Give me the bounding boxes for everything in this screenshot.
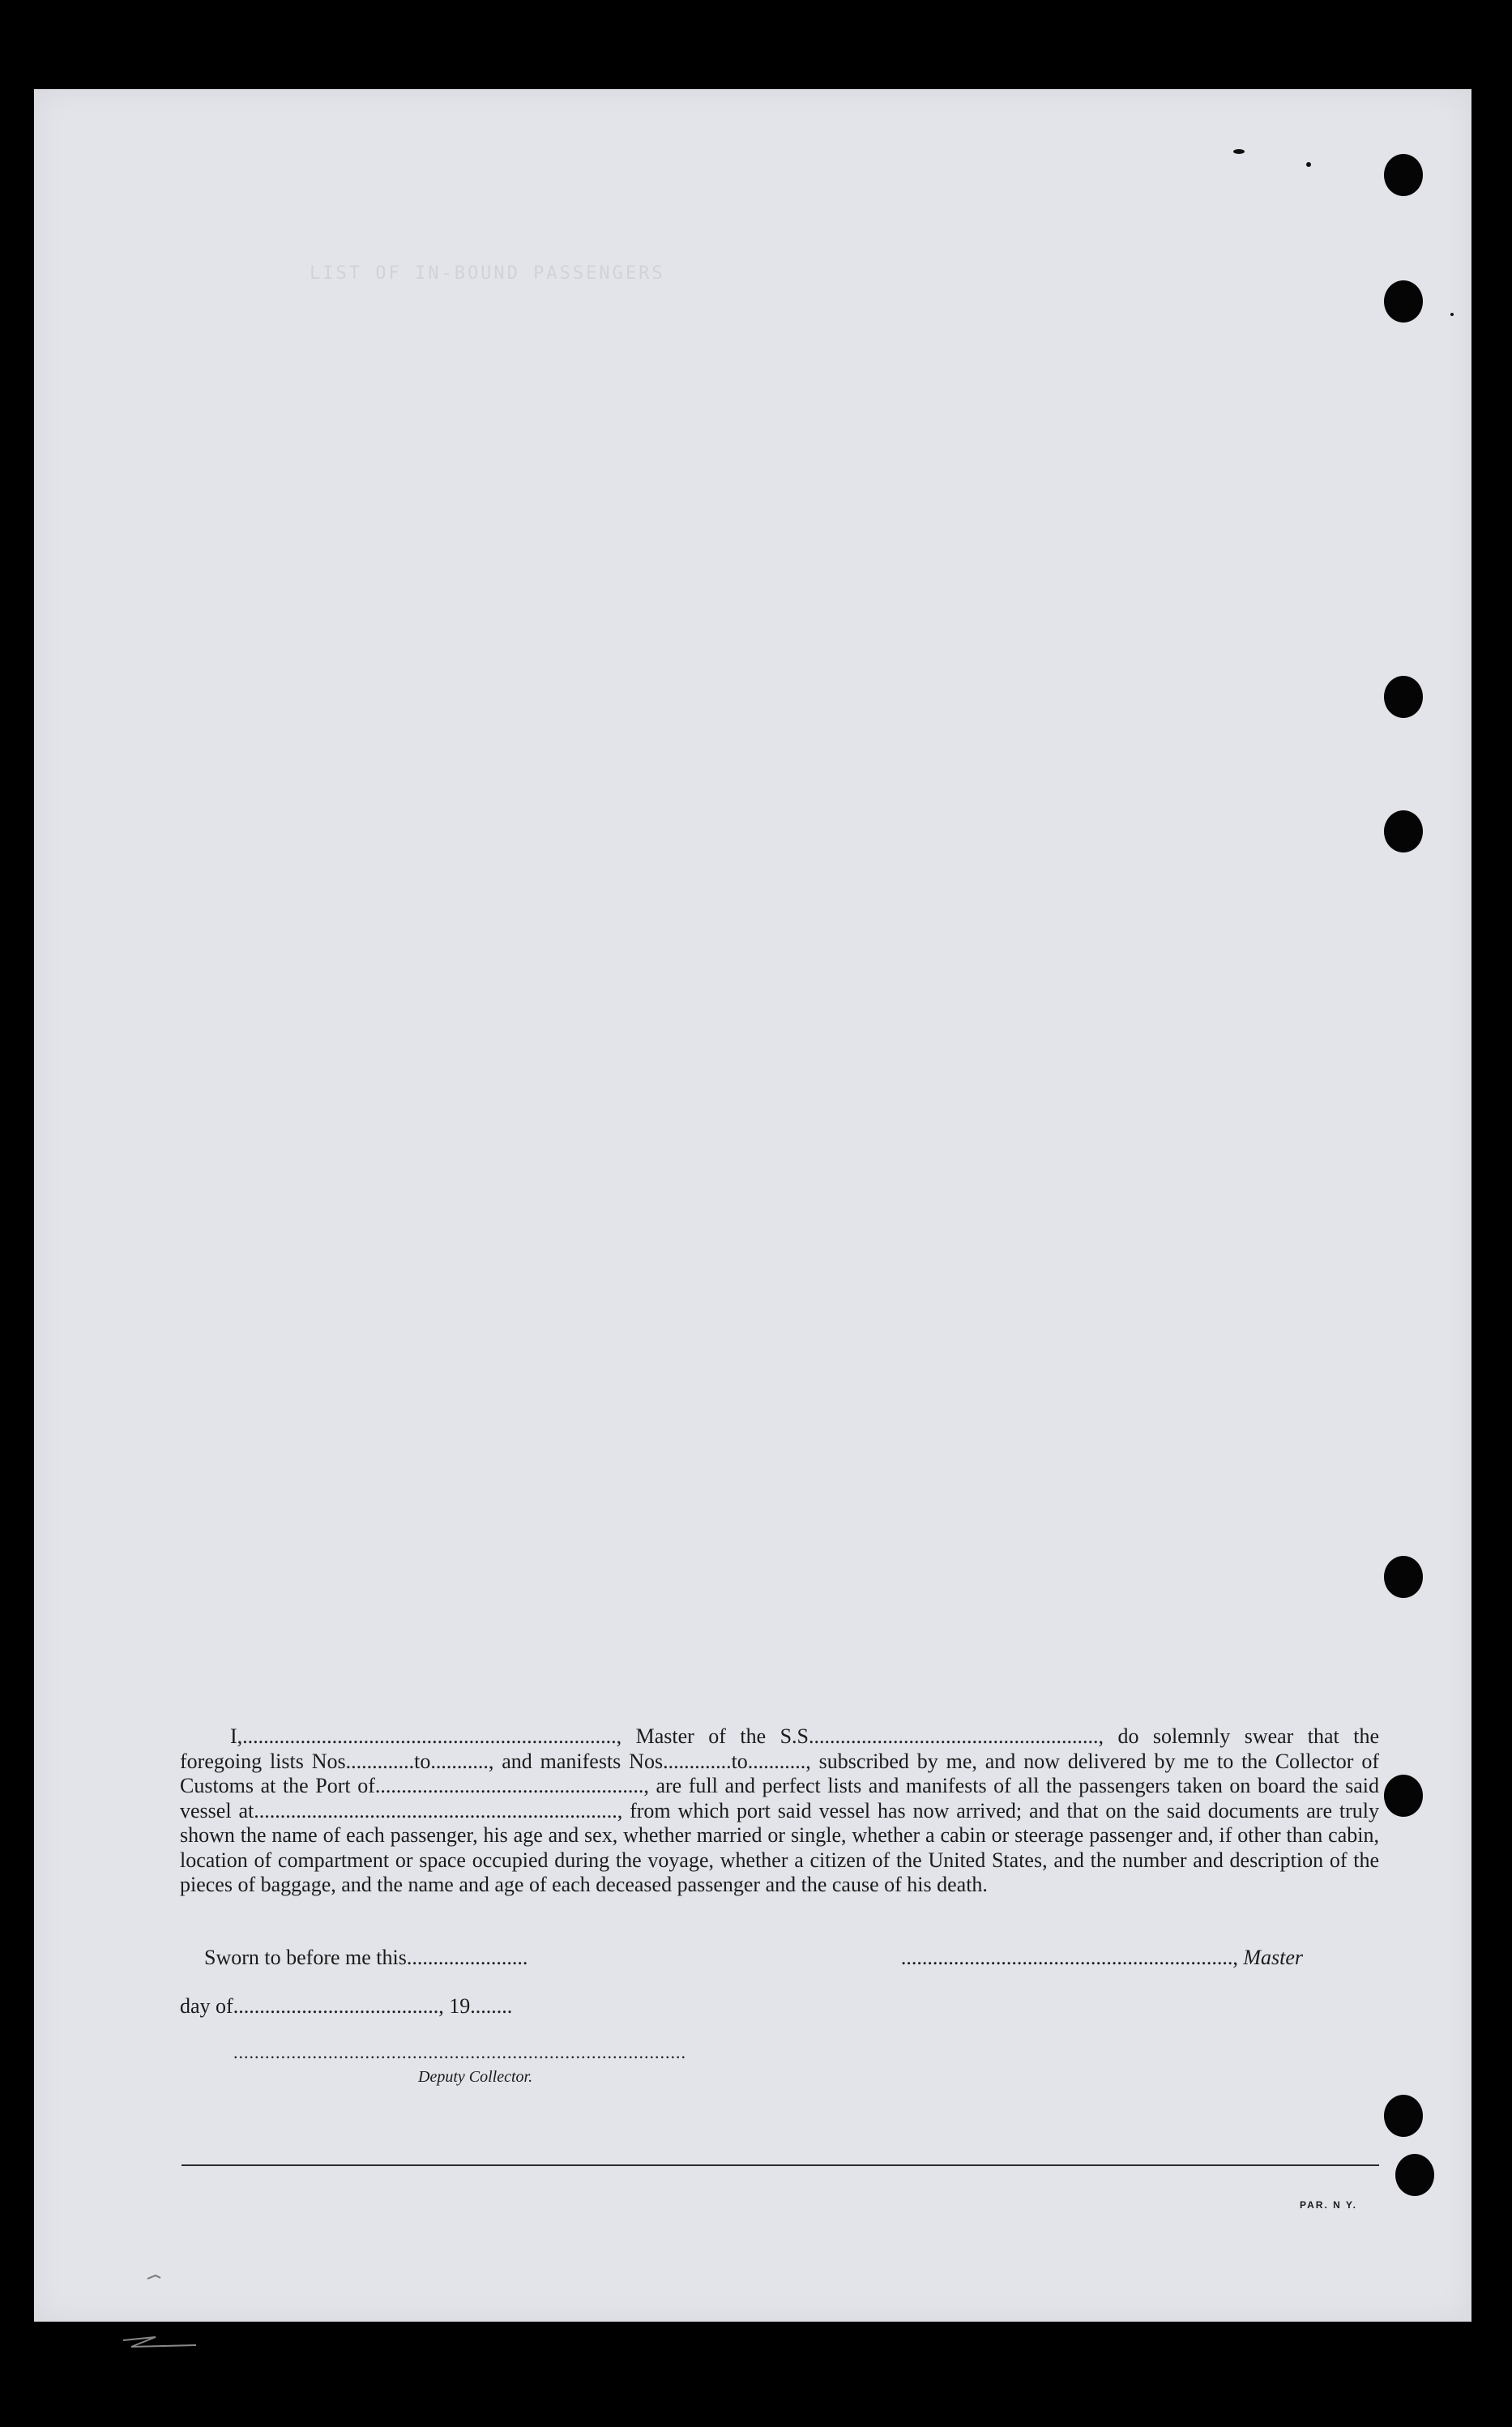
master-label: Master: [1243, 1946, 1303, 1969]
oath-paragraph: [180, 1724, 1379, 1898]
master-signature-line: [901, 1946, 1303, 1970]
manifest-page: [34, 89, 1471, 2322]
ink-speck: [1233, 149, 1245, 154]
binder-hole-4: [1384, 810, 1423, 852]
binder-hole-5: [1384, 1556, 1423, 1598]
binder-hole-2: [1384, 280, 1423, 323]
pencil-mark: [115, 2269, 229, 2358]
binder-hole-6: [1384, 1775, 1423, 1817]
day-line: day of......................................., 19........: [180, 1994, 513, 2018]
sworn-line: Sworn to before me this.......................: [204, 1946, 528, 1969]
oath-text: I,......................................................................., Master of the S.S......................................................., do solemnly swear that the foregoing lists Nos.............to..........., and manifests Nos.............to..........., subscribed by me, and now delivered by me to the Collector of Customs at the Port of..................................................., are full and perfect lists and manifests of all the passengers taken on board the said vessel at....................................................................., from which port said vessel has now arrived; and that on the said documents are truly shown the name of each passenger, his age and sex, whether married or single, whether a cabin or steerage passenger and, if other than cabin, location of compartment or space occupied during the voyage, whether a citizen of the United States, and the number and description of the pieces of baggage, and the name and age of each deceased passenger and the cause of his death.: [180, 1724, 1379, 1896]
ink-speck: [1306, 162, 1311, 167]
binder-hole-1: [1384, 154, 1423, 196]
deputy-signature-line: ......................................................................................: [233, 2042, 686, 2062]
footer-rule: [182, 2164, 1379, 2166]
binder-hole-3: [1384, 676, 1423, 718]
faded-header-text: LIST OF IN-BOUND PASSENGERS: [310, 263, 665, 284]
master-dots: ...............................................................,: [900, 1946, 1238, 1969]
binder-hole-7: [1384, 2095, 1423, 2137]
ink-speck: [1450, 313, 1454, 316]
deputy-collector-label: Deputy Collector.: [418, 2068, 533, 2086]
binder-hole-8: [1395, 2154, 1434, 2196]
printer-mark: PAR. N Y.: [1300, 2199, 1357, 2211]
